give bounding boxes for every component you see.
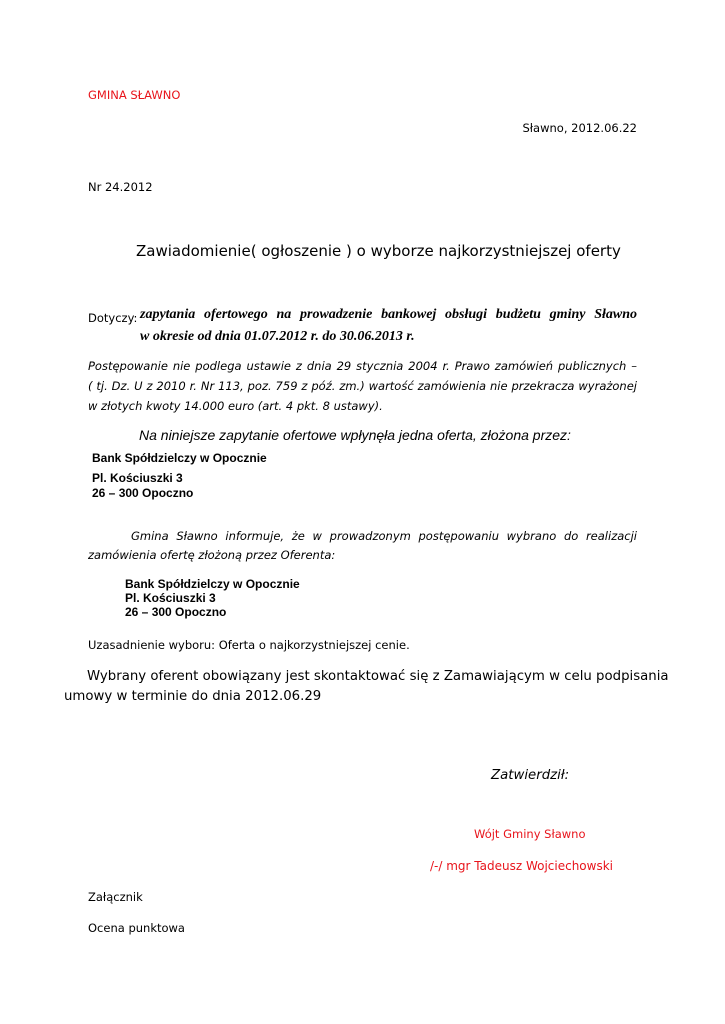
subject-line-2: w okresie od dnia 01.07.2012 r. do 30.06.2013 r. [140,329,415,344]
approval-label: Zatwierdził: [491,768,570,783]
selection-line-1: Gmina Sławno informuje, że w prowadzonym postępowaniu wybrano do realizacji [131,529,637,543]
page-title: Zawiadomienie( ogłoszenie ) o wyborze najkorzystniejszej oferty [136,242,621,260]
offer-bank-name: Bank Spółdzielczy w Opocznie [92,451,267,465]
selected-bank-street: Pl. Kościuszki 3 [125,591,216,605]
obligation-line-2: umowy w terminie do dnia 2012.06.29 [64,689,322,704]
approver-signature: /-/ mgr Tadeusz Wojciechowski [430,859,613,873]
selection-line-2: zamówienia ofertę złożoną przez Oferenta: [88,548,336,562]
selected-bank-name: Bank Spółdzielczy w Opocznie [125,577,300,591]
document-number: Nr 24.2012 [88,180,153,194]
selected-bank-city: 26 – 300 Opoczno [125,605,227,619]
offer-bank-city: 26 – 300 Opoczno [92,486,194,500]
offer-bank-street: Pl. Kościuszki 3 [92,471,183,485]
legal-note-line-1: Postępowanie nie podlega ustawie z dnia 29 stycznia 2004 r. Prawo zamówień publicznych – [88,359,637,373]
org-name: GMINA SŁAWNO [88,88,181,102]
justification: Uzasadnienie wyboru: Oferta o najkorzystniejszej cenie. [88,638,410,652]
subject-label: Dotyczy: [88,311,138,325]
legal-note-line-3: w złotych kwoty 14.000 euro (art. 4 pkt. 8 ustawy). [88,399,383,413]
subject-line-1: zapytania ofertowego na prowadzenie bankowej obsługi budżetu gminy Sławno [140,307,637,322]
offers-intro: Na niniejsze zapytanie ofertowe wpłynęła jedna oferta, złożona przez: [139,427,571,443]
approver-position: Wójt Gminy Sławno [474,827,586,841]
attachment-item: Ocena punktowa [88,921,185,935]
place-date: Sławno, 2012.06.22 [522,121,637,135]
legal-note-line-2: ( tj. Dz. U z 2010 r. Nr 113, poz. 759 z póź. zm.) wartość zamówienia nie przekracza wyrażonej [88,379,637,393]
attachment-label: Załącznik [88,890,143,904]
obligation-line-1: Wybrany oferent obowiązany jest skontaktować się z Zamawiającym w celu podpisania [87,669,669,684]
